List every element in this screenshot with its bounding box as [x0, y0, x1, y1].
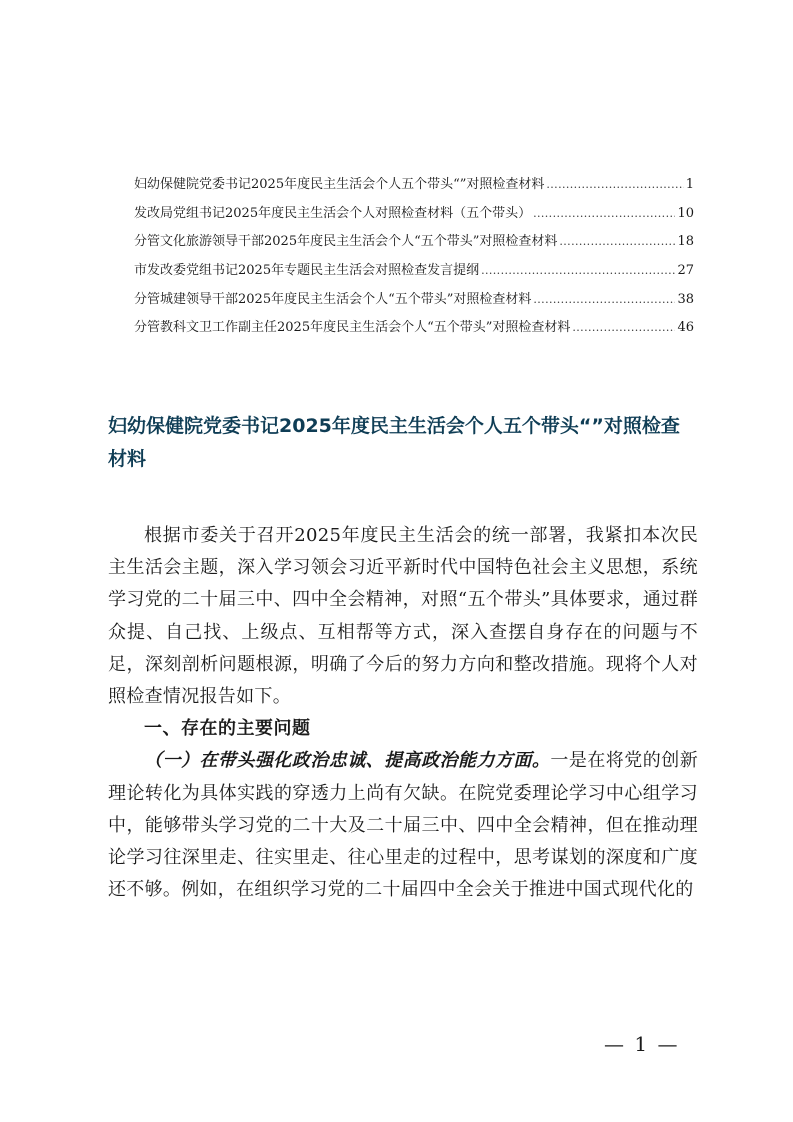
toc-leader-dots	[559, 231, 675, 253]
toc-entry-title: 分管文化旅游领导干部2025年度民主生活会个人“五个带头”对照检查材料	[134, 234, 558, 250]
toc-leader-dots	[481, 260, 675, 282]
section-heading: 一、存在的主要问题	[144, 718, 311, 740]
toc-entry[interactable]	[134, 317, 694, 346]
intro-paragraph: 根据市委关于召开2025年度民主生活会的统一部署，我紧扣本次民主生活会主题，深入学习领会习近平新时代中国特色社会主义思想，系统学习党的二十届三中、四中全会精神，对照“五个带头”具体要求，通过群众提、自己找、上级点、互相帮等方式，深入查摆自身存在的问题与不足，深刻剖析问题根源，明确了今后的努力方向和整改措施。现将个人对照检查情况报告如下。	[108, 525, 698, 708]
toc-entry-page: 18	[677, 234, 694, 250]
toc-entry-page: 38	[677, 291, 694, 307]
toc-entry-page: 1	[685, 177, 694, 192]
toc-entry-page: 46	[677, 320, 694, 336]
toc-entry-page: 27	[677, 263, 694, 279]
toc-entry-title: 分管教科文卫工作副主任2025年度民主生活会个人“五个带头”对照检查材料	[134, 320, 571, 336]
toc-leader-dots	[572, 317, 675, 339]
toc-entry-title: 妇幼保健院党委书记2025年度民主生活会个人五个带头“”对照检查材料	[134, 177, 545, 192]
subsection-text: 一是在将党的创新理论转化为具体实践的穿透力上尚有欠缺。在院党委理论学习中心组学习中，能够带头学习党的二十大及二十届三中、四中全会精神，但在推动理论学习往深里走、往实里走、往心里走的过程中，思考谋划的深度和广度还不够。例如，在组织学习党的二十届四中全会关于推进中国式现代化的	[108, 750, 698, 901]
toc-entry-page: 10	[677, 205, 694, 221]
toc-entry[interactable]	[134, 289, 694, 318]
document-heading: 妇幼保健院党委书记2025年度民主生活会个人五个带头“”对照检查材料	[108, 415, 680, 470]
toc-entry[interactable]	[134, 174, 694, 203]
toc-entry[interactable]	[134, 203, 694, 232]
subsection-paragraph	[108, 745, 698, 906]
document-body	[108, 520, 698, 906]
toc-entry[interactable]	[134, 260, 694, 289]
toc-leader-dots	[533, 289, 675, 311]
page-number: — 1 —	[604, 1032, 680, 1056]
toc-leader-dots	[533, 203, 675, 225]
subsection-heading: （一）在带头强化政治忠诚、提高政治能力方面。	[144, 750, 551, 772]
table-of-contents	[134, 174, 694, 346]
toc-entry[interactable]	[134, 231, 694, 260]
toc-entry-title: 发改局党组书记2025年度民主生活会个人对照检查材料（五个带头）	[134, 205, 532, 221]
toc-entry-title: 分管城建领导干部2025年度民主生活会个人“五个带头”对照检查材料	[134, 291, 532, 307]
toc-entry-title: 市发改委党组书记2025年专题民主生活会对照检查发言提纲	[134, 263, 480, 279]
toc-leader-dots	[546, 174, 683, 196]
